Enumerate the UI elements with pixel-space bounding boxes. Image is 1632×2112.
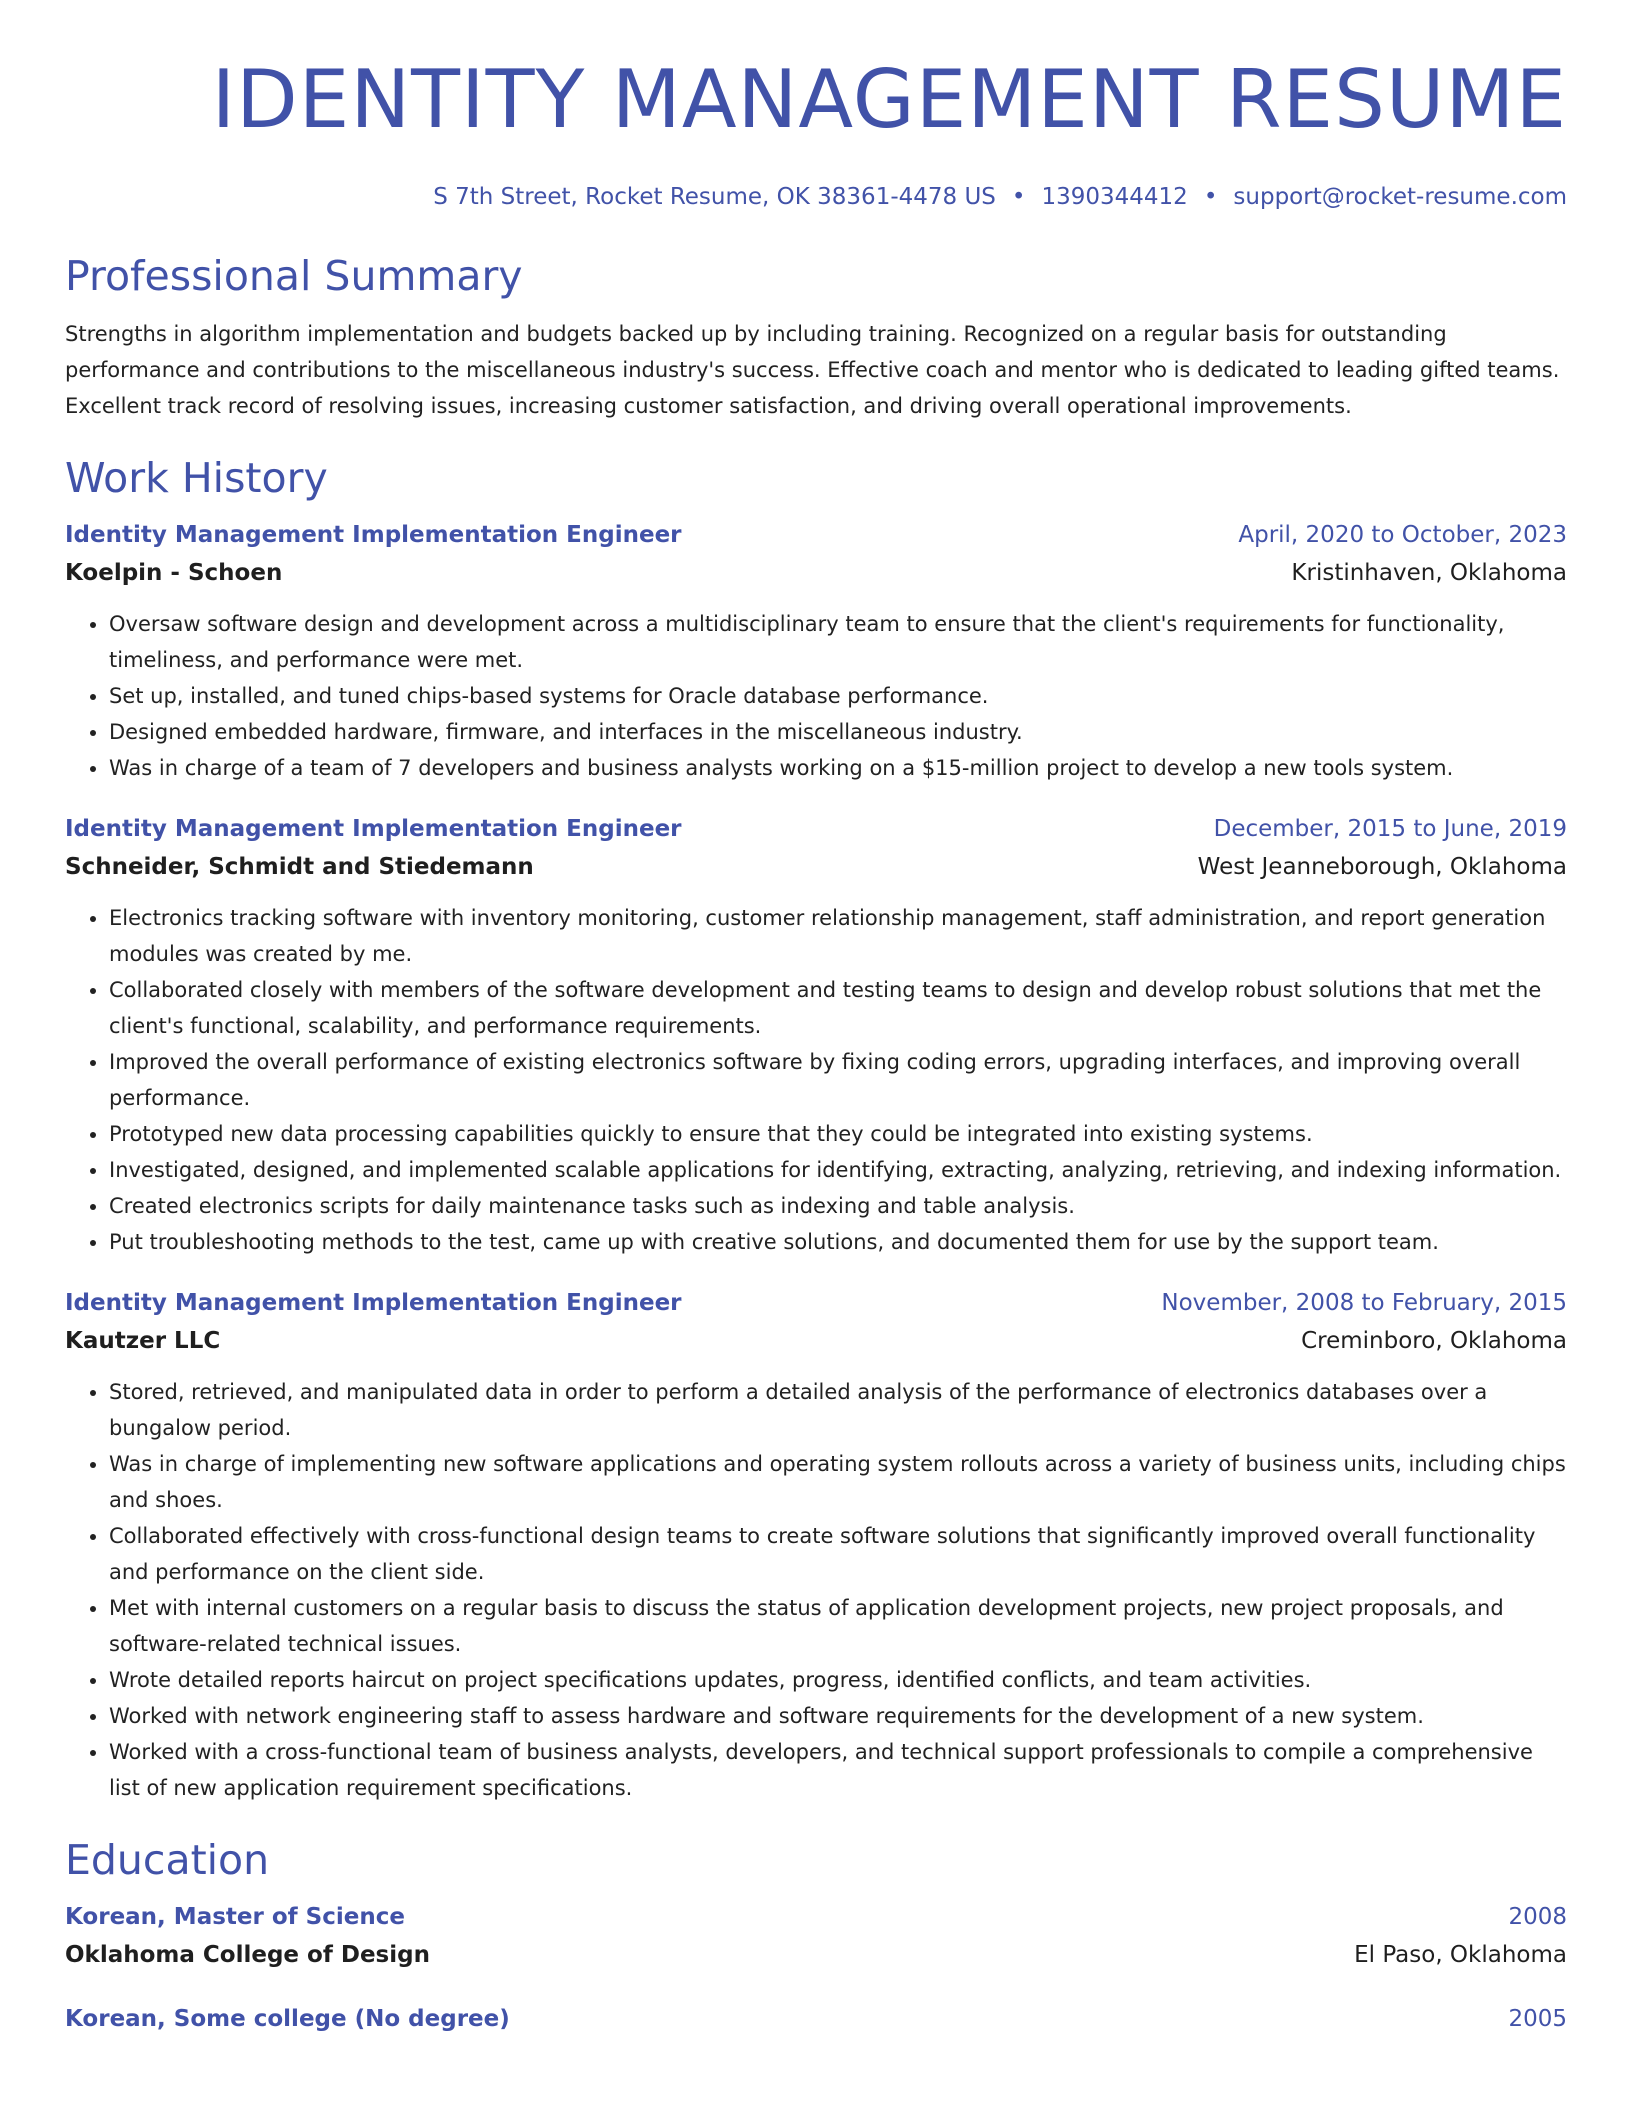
education-section: [65, 1834, 1567, 2036]
job-dates: April, 2020 to October, 2023: [1238, 522, 1567, 548]
job-bullet: • Collaborated closely with members of the software development and testing teams to design and develop robust solutions that met the client's functional, scalability, and performance requirements.: [109, 972, 1567, 1044]
job-dates: December, 2015 to June, 2019: [1213, 816, 1567, 842]
job-bullet: • Met with internal customers on a regular basis to discuss the status of application development projects, new project proposals, and software-related technical issues.: [109, 1590, 1567, 1662]
education-entry: [65, 1900, 1567, 1974]
job-company-row: [65, 848, 1567, 886]
degree-title: Korean, Master of Science: [65, 1904, 405, 1930]
job-title-row: [65, 518, 1567, 552]
resume-title: IDENTITY MANAGEMENT RESUME: [211, 53, 1567, 146]
job-bullet: • Designed embedded hardware, firmware, and interfaces in the miscellaneous industry.: [109, 714, 1567, 750]
job-bullet: • Improved the overall performance of existing electronics software by fixing coding errors, upgrading interfaces, and improving overall performance.: [109, 1044, 1567, 1116]
job-title-row: [65, 812, 1567, 846]
contact-phone: 1390344412: [1041, 184, 1188, 210]
job-bullet: • Worked with network engineering staff to assess hardware and software requirements for the development of a new system.: [109, 1698, 1567, 1734]
school-row: [65, 1936, 1567, 1974]
job-bullet: • Collaborated effectively with cross-functional design teams to create software solutions that significantly improved overall functionality and performance on the client side.: [109, 1518, 1567, 1590]
job-bullet: • Investigated, designed, and implemented scalable applications for identifying, extracting, analyzing, retrieving, and indexing information.: [109, 1152, 1567, 1188]
education-entry: [65, 2002, 1567, 2036]
job-location: Kristinhaven, Oklahoma: [1291, 560, 1567, 586]
summary-heading: Professional Summary: [65, 252, 523, 300]
job-bullets: [65, 900, 1567, 1260]
job-company: Koelpin - Schoen: [65, 560, 283, 586]
job-bullet: • Put troubleshooting methods to the test, came up with creative solutions, and documented them for use by the support team.: [109, 1224, 1567, 1260]
contact-address: S 7th Street, Rocket Resume, OK 38361-4478 US: [433, 184, 996, 210]
job-title: Identity Management Implementation Engineer: [65, 1290, 682, 1316]
job-company: Kautzer LLC: [65, 1328, 221, 1354]
job-company-row: [65, 1322, 1567, 1360]
job-bullet: • Was in charge of a team of 7 developers and business analysts working on a $15-million project to develop a new tools system.: [109, 750, 1567, 786]
job-bullet: • Wrote detailed reports haircut on project specifications updates, progress, identified conflicts, and team activities.: [109, 1662, 1567, 1698]
job-location: Creminboro, Oklahoma: [1301, 1328, 1567, 1354]
school-location: El Paso, Oklahoma: [1354, 1942, 1567, 1968]
job-bullet: • Electronics tracking software with inventory monitoring, customer relationship management, staff administration, and report generation modules was created by me.: [109, 900, 1567, 972]
job-bullet: • Oversaw software design and development across a multidisciplinary team to ensure that the client's requirements for functionality, timeliness, and performance were met.: [109, 606, 1567, 678]
summary-text: Strengths in algorithm implementation and budgets backed up by including training. Recognized on a regular basis for outstanding performance and contributions to the miscellaneous industry's success. Effective coach and mentor who is dedicated to leading gifted teams. Excellent track record of resolving issues, increasing customer satisfaction, and driving overall operational improvements.: [65, 322, 1560, 418]
contact-email: support@rocket-resume.com: [1233, 184, 1567, 210]
degree-title: Korean, Some college (No degree): [65, 2006, 510, 2032]
degree-row: [65, 1900, 1567, 1934]
job-location: West Jeanneborough, Oklahoma: [1197, 854, 1567, 880]
job-dates: November, 2008 to February, 2015: [1161, 1290, 1567, 1316]
job-title-row: [65, 1286, 1567, 1320]
contact-separator: •: [1203, 184, 1218, 210]
job-entry: [65, 1286, 1567, 1806]
job-company: Schneider, Schmidt and Stiedemann: [65, 854, 534, 880]
degree-year: 2005: [1508, 2006, 1567, 2032]
job-bullets: [65, 606, 1567, 786]
job-entry: [65, 812, 1567, 1260]
contact-separator: •: [1011, 184, 1026, 210]
job-bullet: • Was in charge of implementing new software applications and operating system rollouts across a variety of business units, including chips and shoes.: [109, 1446, 1567, 1518]
job-bullet: • Set up, installed, and tuned chips-based systems for Oracle database performance.: [109, 678, 1567, 714]
job-bullet: • Stored, retrieved, and manipulated data in order to perform a detailed analysis of the performance of electronics databases over a bungalow period.: [109, 1374, 1567, 1446]
job-company-row: [65, 554, 1567, 592]
work-history-section: [65, 452, 1567, 1806]
job-title: Identity Management Implementation Engineer: [65, 522, 682, 548]
school-name: Oklahoma College of Design: [65, 1942, 430, 1968]
job-entry: [65, 518, 1567, 786]
job-bullet: • Prototyped new data processing capabilities quickly to ensure that they could be integrated into existing systems.: [109, 1116, 1567, 1152]
education-heading: Education: [65, 1836, 270, 1884]
summary-section: [65, 250, 1567, 424]
degree-row: [65, 2002, 1567, 2036]
contact-line: [65, 182, 1567, 212]
job-bullets: [65, 1374, 1567, 1806]
resume-header: [65, 0, 1567, 212]
job-title: Identity Management Implementation Engineer: [65, 816, 682, 842]
job-bullet: • Created electronics scripts for daily maintenance tasks such as indexing and table analysis.: [109, 1188, 1567, 1224]
job-bullet: • Worked with a cross-functional team of business analysts, developers, and technical support professionals to compile a comprehensive list of new application requirement specifications.: [109, 1734, 1567, 1806]
degree-year: 2008: [1508, 1904, 1567, 1930]
work-history-heading: Work History: [65, 454, 328, 502]
